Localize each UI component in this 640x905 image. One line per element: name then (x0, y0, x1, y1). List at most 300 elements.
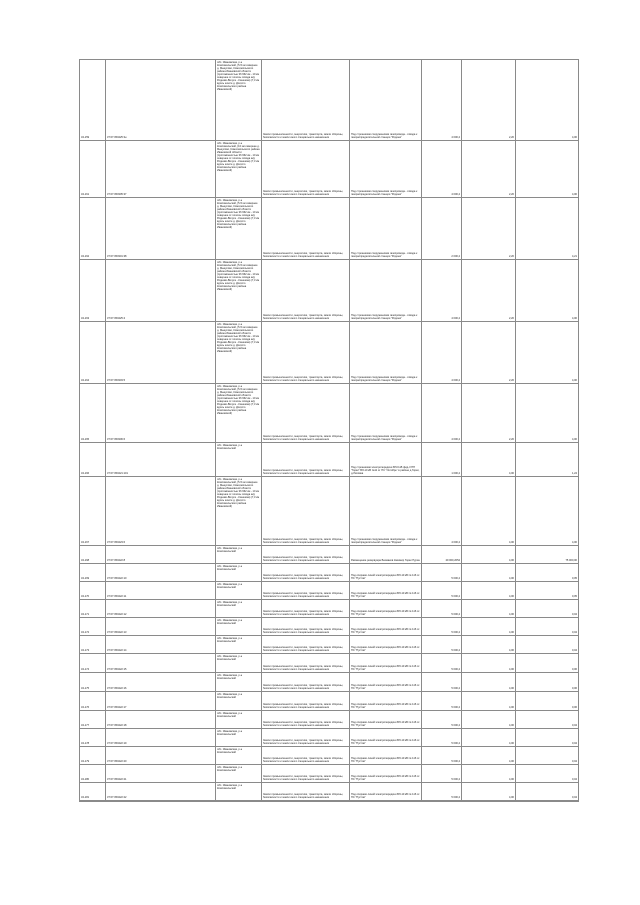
land-parcels-table (79, 59, 579, 802)
cell-area (422, 477, 462, 545)
table-row (80, 60, 578, 141)
cell-text: 4,00 (571, 317, 577, 321)
cell-area (422, 600, 462, 617)
cell-text: 34-179 (81, 760, 90, 764)
cell-text: Под опорами линий электропередачи ВЛ-10 кВ № 116 от ПС "Пустов" (351, 610, 420, 617)
cell-v2 (516, 729, 578, 746)
cell-text: 0,04 (571, 613, 577, 617)
cell-text: 4,00 (508, 649, 514, 653)
cell-text: 34-174 (81, 668, 90, 672)
cell-area (422, 692, 462, 710)
cell-id (80, 783, 106, 800)
table-row (80, 582, 578, 600)
cell-text: 1 000,4 (451, 472, 460, 476)
cell-text: Земли промышленности, энергетики, транспорта, земли обороны, безопасности и земли иного специального назначения (263, 610, 344, 617)
cell-text: 5 000,4 (451, 796, 460, 800)
cell-purpose (350, 322, 422, 383)
cell-purpose (350, 692, 422, 710)
cell-use (262, 783, 350, 800)
cell-addr (216, 783, 262, 800)
cell-text: 34-171 (81, 613, 90, 617)
cell-text: 5 000,4 (451, 724, 460, 728)
cell-area (422, 443, 462, 476)
cell-text: 5 000,4 (451, 778, 460, 782)
cell-text: обл. Ивановская, р-н Комсомольский, (5-5 км севернее д. Мыкусово, Комсомольского района Ивановской области (протяжённостью 36 962 км - 10 км севернее от полосы отвода ж/д Родники-Вичуга - Кинешма) (7,3 км вдоль шоссе д. Долгого Комсомольского района Ивановской) (217, 384, 260, 416)
cell-text: Земли промышленности, энергетики, транспорта, земли обороны, безопасности и земли иного специального назначения (263, 190, 344, 197)
cell-v2 (516, 636, 578, 653)
cell-text: 4 000,4 (451, 438, 460, 442)
cell-cad (106, 673, 216, 691)
cell-v1 (462, 636, 516, 653)
cell-text: 4,00 (508, 706, 514, 710)
table-row (80, 673, 578, 692)
cell-addr (216, 443, 262, 476)
cell-text: 4,00 (571, 438, 577, 442)
cell-text: Под строениями сооружениями газопровода - отвода к газораспределительной станции "Родина" (351, 538, 418, 545)
cell-text: 2,20 (508, 136, 514, 140)
cell-text: 5 000,4 (451, 668, 460, 672)
cell-text: 34-168 (81, 559, 90, 563)
cell-v2 (516, 582, 578, 599)
cell-text: Размещение резервуара Бахмаков Казимир Горки Пурин (351, 559, 420, 563)
cell-text: 4,00 (508, 595, 514, 599)
cell-v1 (462, 564, 516, 581)
cell-cad (106, 783, 216, 800)
cell-use (262, 673, 350, 691)
table-row (80, 692, 578, 711)
cell-area (422, 783, 462, 800)
cell-purpose (350, 618, 422, 635)
cell-area (422, 141, 462, 197)
cell-text: Земли промышленности, энергетики, транспорта, земли обороны, безопасности и земли иного специального назначения (263, 592, 344, 599)
cell-text: 2 000,4 (451, 255, 460, 259)
cell-text: обл. Ивановская, р-н Комсомольский (217, 564, 243, 571)
cell-area (422, 618, 462, 635)
table-row (80, 546, 578, 564)
cell-use (262, 636, 350, 653)
cell-text: обл. Ивановская, р-н Комсомольский, (10 км севернее д. Мыкусово, Комсомольского района Ивановской области (протяжённостью 36 962 км - 10 км севернее от полосы отвода ж/д Родники-Вичуга - Кинешма) (7,3 км вдоль шоссе д. Долгого Комсомольского района Ивановской) (217, 141, 260, 173)
cell-text: 4,00 (508, 613, 514, 617)
cell-area (422, 654, 462, 672)
cell-purpose (350, 600, 422, 617)
cell-text: 37:07:050422:16 (107, 687, 127, 691)
cell-v2 (516, 60, 578, 140)
cell-text: 0,06 (571, 706, 577, 710)
cell-text: Земли промышленности, энергетики, транспорта, земли обороны, безопасности и земли иного специального назначения (263, 684, 344, 691)
cell-v2 (516, 477, 578, 545)
table-row (80, 384, 578, 443)
cell-use (262, 692, 350, 710)
cell-text: обл. Ивановская, р-н Комсомольский, (5-5 км севернее д. Мыкусово, Комсомольского района Ивановской области (протяжённостью 36 962 км - 10 км севернее от полосы отвода ж/д Родники-Вичуга - Кинешма) (7,3 км вдоль шоссе д. Долгого Комсомольского района Ивановской) (217, 322, 260, 354)
cell-v2 (516, 673, 578, 691)
cell-addr (216, 654, 262, 672)
table-row (80, 198, 578, 260)
cell-text: 5 000,4 (451, 577, 460, 581)
cell-text: 0,06 (571, 668, 577, 672)
cell-text: обл. Ивановская, р-н Комсомольский, (5-5 км севернее д. Мыкусово, Комсомольского района Ивановской области (протяжённостью 36 962 км - 10 км севернее от полосы отвода ж/д Родники-Вичуга - Кинешма) (7,3 км вдоль шоссе д. Долгого Комсомольского района Ивановской) (217, 260, 260, 292)
cell-text: 4,00 (508, 472, 514, 476)
cell-cad (106, 711, 216, 728)
cell-text: 0,04 (571, 742, 577, 746)
cell-text: 4,00 (508, 631, 514, 635)
cell-text: 37:07:050423:6 (107, 541, 126, 545)
cell-cad (106, 477, 216, 545)
cell-v2 (516, 692, 578, 710)
cell-purpose (350, 198, 422, 259)
cell-text: Под опорами линий электропередачи ВЛ-10 кВ № 116 от ПС "Пустов" (351, 684, 420, 691)
cell-text: Земли промышленности, энергетики, транспорта, земли обороны, безопасности и земли иного специального назначения (263, 469, 344, 476)
cell-use (262, 618, 350, 635)
cell-use (262, 322, 350, 383)
cell-use (262, 729, 350, 746)
cell-use (262, 765, 350, 782)
cell-text: 4,00 (508, 559, 514, 563)
cell-v2 (516, 322, 578, 383)
cell-text: 37:07:050422:11 (107, 595, 127, 599)
cell-text: Земли промышленности, энергетики, транспорта, земли обороны, безопасности и земли иного специального назначения (263, 757, 344, 764)
table-row (80, 765, 578, 783)
cell-cad (106, 60, 216, 140)
cell-text: Под опорами линий электропередачи ВЛ-10 кВ № 116 от ПС "Пустов" (351, 793, 420, 800)
cell-text: обл. Ивановская, р-н Комсомольский (217, 692, 243, 699)
cell-text: Под строениями сооружениями газопровода - отвода к газораспределительной станции "Родина" (351, 314, 418, 321)
cell-text: обл. Ивановская, р-н Комсомольский (217, 443, 243, 450)
cell-purpose (350, 546, 422, 563)
cell-text: Под опорами линий электропередачи ВЛ-10 кВ № 116 от ПС "Пустов" (351, 739, 420, 746)
cell-id (80, 747, 106, 764)
cell-text: 37:07:050305:37 (107, 193, 127, 197)
cell-text: 34-167 (81, 541, 90, 545)
cell-text: 4,00 (508, 668, 514, 672)
cell-id (80, 198, 106, 259)
cell-text: 4,00 (508, 577, 514, 581)
cell-text: обл. Ивановская, р-н Комсомольский (217, 765, 243, 772)
cell-v1 (462, 384, 516, 442)
cell-addr (216, 600, 262, 617)
cell-area (422, 711, 462, 728)
cell-purpose (350, 636, 422, 653)
cell-text: 2,20 (508, 438, 514, 442)
cell-text: Под опорами линий электропередачи ВЛ-10 кВ № 116 от ПС "Пустов" (351, 775, 420, 782)
cell-text: 5 000,4 (451, 687, 460, 691)
cell-cad (106, 692, 216, 710)
cell-use (262, 477, 350, 545)
cell-text: 4 000,4 (451, 379, 460, 383)
cell-id (80, 654, 106, 672)
cell-text: Под строениями сооружениями газопровода - отвода к газораспределительной станции "Родина" (351, 376, 418, 383)
cell-text: Под строениями сооружениями газопровода - отвода к газораспределительной станции "Родина" (351, 435, 418, 442)
cell-text: 4 000,4 (451, 193, 460, 197)
cell-text: 34-166 (81, 472, 90, 476)
cell-v1 (462, 747, 516, 764)
cell-text: Земли промышленности, энергетики, транспорта, земли обороны, безопасности и земли иного специального назначения (263, 538, 344, 545)
cell-text: 5 000,4 (451, 613, 460, 617)
cell-cad (106, 582, 216, 599)
cell-text: 37:07:050301:38 (107, 255, 127, 259)
cell-text: 34-159 (81, 136, 90, 140)
cell-text: 0,04 (571, 796, 577, 800)
cell-text: 4 000,4 (451, 136, 460, 140)
cell-use (262, 711, 350, 728)
cell-v1 (462, 260, 516, 321)
cell-cad (106, 198, 216, 259)
cell-text: 2,20 (508, 255, 514, 259)
cell-text: 0,05 (571, 595, 577, 599)
table-row (80, 747, 578, 765)
cell-cad (106, 322, 216, 383)
cell-v2 (516, 711, 578, 728)
cell-addr (216, 636, 262, 653)
table-row (80, 654, 578, 673)
cell-id (80, 618, 106, 635)
cell-text: 4,21 (571, 255, 577, 259)
cell-text: 34-163 (81, 317, 90, 321)
cell-area (422, 564, 462, 581)
cell-use (262, 260, 350, 321)
cell-text: Под опорами линий электропередачи ВЛ-10 кВ № 116 от ПС "Пустов" (351, 574, 420, 581)
cell-area (422, 322, 462, 383)
cell-v1 (462, 692, 516, 710)
cell-text: 4,00 (508, 742, 514, 746)
cell-text: 34-169 (81, 577, 90, 581)
cell-v2 (516, 141, 578, 197)
cell-text: Земли промышленности, энергетики, транспорта, земли обороны, безопасности и земли иного специального назначения (263, 646, 344, 653)
cell-text: Земли промышленности, энергетики, транспорта, земли обороны, безопасности и земли иного специального назначения (263, 376, 344, 383)
cell-id (80, 141, 106, 197)
cell-v1 (462, 729, 516, 746)
cell-purpose (350, 260, 422, 321)
cell-addr (216, 729, 262, 746)
cell-cad (106, 546, 216, 563)
cell-id (80, 443, 106, 476)
cell-text: 37:07:050422:21 (107, 778, 127, 782)
cell-purpose (350, 783, 422, 800)
cell-cad (106, 141, 216, 197)
cell-text: 34-181 (81, 796, 90, 800)
cell-id (80, 546, 106, 563)
cell-text: 37:07:050422:13 (107, 631, 127, 635)
cell-cad (106, 747, 216, 764)
cell-purpose (350, 60, 422, 140)
cell-addr (216, 765, 262, 782)
cell-text: 2,20 (508, 193, 514, 197)
cell-area (422, 765, 462, 782)
cell-use (262, 60, 350, 140)
cell-text: 2,20 (508, 317, 514, 321)
cell-text: 5 000,4 (451, 595, 460, 599)
cell-addr (216, 711, 262, 728)
cell-text: 0,04 (571, 760, 577, 764)
cell-text: Под опорами линий электропередачи ВЛ-10 кВ № 116 от ПС "Пустов" (351, 592, 420, 599)
cell-v1 (462, 600, 516, 617)
cell-text: 37:07:050422:22 (107, 796, 127, 800)
cell-v1 (462, 654, 516, 672)
cell-use (262, 564, 350, 581)
cell-area (422, 673, 462, 691)
cell-text: Под строениями сооружениями газопровода - отвода к газораспределительной станции "Родина" (351, 252, 418, 259)
cell-id (80, 564, 106, 581)
cell-text: 34-164 (81, 379, 90, 383)
cell-v1 (462, 582, 516, 599)
cell-text: 37:07:050422:20 (107, 760, 127, 764)
cell-text: Под опорами линий электропередачи ВЛ-10 кВ № 116 от ПС "Пустов" (351, 628, 420, 635)
cell-text: 37:07:050422:10 (107, 577, 127, 581)
cell-purpose (350, 564, 422, 581)
table-row (80, 564, 578, 582)
table-row (80, 443, 578, 477)
cell-purpose (350, 673, 422, 691)
cell-purpose (350, 747, 422, 764)
cell-text: 1,24 (571, 472, 577, 476)
cell-text: 34-177 (81, 724, 90, 728)
cell-purpose (350, 765, 422, 782)
cell-text: обл. Ивановская, р-н Комсомольский (217, 636, 243, 643)
cell-text: 37:07:050303:5 (107, 379, 126, 383)
cell-text: 5 000,4 (451, 631, 460, 635)
cell-text: 34-170 (81, 595, 90, 599)
cell-id (80, 765, 106, 782)
cell-text: 37:07:050422:18 (107, 724, 127, 728)
cell-text: 34-172 (81, 631, 90, 635)
cell-text: 37:07:050421:101 (107, 472, 128, 476)
cell-text: 5 000,4 (451, 760, 460, 764)
cell-v1 (462, 765, 516, 782)
cell-cad (106, 654, 216, 672)
cell-use (262, 654, 350, 672)
cell-text: 34-176 (81, 706, 90, 710)
cell-text: Под строениями электропередачи ВЛ-6 кВ фид-3 ПП "Горки" ВЛ-10 кВ №11 от ПС "Октябрь" в районе д.Горки, д.Липовка (351, 466, 420, 476)
cell-v2 (516, 783, 578, 800)
cell-text: Под опорами линий электропередачи ВЛ-10 кВ № 116 от ПС "Пустов" (351, 703, 420, 710)
table-row (80, 636, 578, 654)
cell-v1 (462, 198, 516, 259)
cell-v1 (462, 60, 516, 140)
cell-text: обл. Ивановская, р-н Комсомольский (217, 711, 243, 718)
cell-text: 37:07:050422:12 (107, 613, 127, 617)
cell-use (262, 141, 350, 197)
cell-v2 (516, 443, 578, 476)
cell-text: 4,00 (571, 193, 577, 197)
cell-addr (216, 60, 262, 140)
cell-cad (106, 564, 216, 581)
cell-text: 37:07:050425:4 (107, 317, 126, 321)
cell-text: 4,00 (508, 724, 514, 728)
cell-text: обл. Ивановская, р-н Комсомольский (217, 673, 243, 680)
cell-use (262, 384, 350, 442)
cell-text: Земли промышленности, энергетики, транспорта, земли обороны, безопасности и земли иного специального назначения (263, 739, 344, 746)
cell-text: 37:07:050306:6 (107, 438, 126, 442)
cell-v1 (462, 546, 516, 563)
cell-text: 0,05 (571, 577, 577, 581)
cell-cad (106, 636, 216, 653)
cell-v2 (516, 564, 578, 581)
cell-addr (216, 198, 262, 259)
cell-use (262, 747, 350, 764)
cell-text: 34-178 (81, 742, 90, 746)
table-row (80, 600, 578, 618)
cell-id (80, 384, 106, 442)
cell-v2 (516, 600, 578, 617)
table-row (80, 260, 578, 322)
cell-text: 0,04 (571, 724, 577, 728)
cell-id (80, 636, 106, 653)
cell-id (80, 673, 106, 691)
cell-text: 34-180 (81, 778, 90, 782)
cell-text: Под опорами линий электропередачи ВЛ-10 кВ № 116 от ПС "Пустов" (351, 646, 420, 653)
cell-addr (216, 141, 262, 197)
cell-text: 4,00 (508, 541, 514, 545)
cell-text: 37:07:050425:3н (107, 136, 127, 140)
cell-cad (106, 618, 216, 635)
cell-text: Земли промышленности, энергетики, транспорта, земли обороны, безопасности и земли иного специального назначения (263, 133, 344, 140)
cell-text: обл. Ивановская, р-н Комсомольский, (5-5 км севернее д. Мыкусово, Комсомольского района Ивановской области (протяжённостью 36 962 км - 10 км севернее от полосы отвода ж/д Родники-Вичуга - Кинешма) (7,3 км вдоль шоссе д. Долгого Комсомольского района Ивановской) (217, 198, 260, 230)
cell-text: Под опорами линий электропередачи ВЛ-10 кВ № 116 от ПС "Пустов" (351, 665, 420, 672)
cell-cad (106, 443, 216, 476)
cell-text: 37:07:050422:8 (107, 559, 126, 563)
cell-addr (216, 673, 262, 691)
cell-v2 (516, 546, 578, 563)
cell-area (422, 384, 462, 442)
table-row (80, 618, 578, 636)
cell-text: Земли промышленности, энергетики, транспорта, земли обороны, безопасности и земли иного специального назначения (263, 252, 344, 259)
cell-purpose (350, 654, 422, 672)
table-row (80, 322, 578, 384)
cell-cad (106, 729, 216, 746)
cell-text: 4 000,4 (451, 541, 460, 545)
cell-text: Под опорами линий электропередачи ВЛ-10 кВ № 116 от ПС "Пустов" (351, 721, 420, 728)
cell-addr (216, 260, 262, 321)
cell-v2 (516, 765, 578, 782)
cell-purpose (350, 384, 422, 442)
cell-text: 4,00 (508, 778, 514, 782)
cell-addr (216, 477, 262, 545)
cell-area (422, 729, 462, 746)
cell-text: 0,04 (571, 778, 577, 782)
cell-text: 75 000,00 (565, 559, 577, 563)
table-row (80, 141, 578, 198)
cell-text: 5 000,4 (451, 706, 460, 710)
cell-addr (216, 322, 262, 383)
cell-text: 5 000,4 (451, 649, 460, 653)
cell-text: 2,20 (508, 379, 514, 383)
cell-v2 (516, 260, 578, 321)
cell-addr (216, 582, 262, 599)
cell-text: 29 000,2054 (445, 559, 460, 563)
cell-text: Земли промышленности, энергетики, транспорта, земли обороны, безопасности и земли иного специального назначения (263, 721, 344, 728)
cell-use (262, 582, 350, 599)
cell-text: 4,00 (571, 136, 577, 140)
cell-text: обл. Ивановская, р-н Комсомольский (217, 618, 243, 625)
cell-text: обл. Ивановская, р-н Комсомольский (217, 729, 243, 736)
cell-cad (106, 600, 216, 617)
cell-text: 4,00 (508, 760, 514, 764)
cell-text: 34-173 (81, 649, 90, 653)
cell-text: 37:07:050422:15 (107, 668, 127, 672)
cell-text: обл. Ивановская, р-н Комсомольский (217, 546, 243, 553)
cell-v1 (462, 477, 516, 545)
cell-v1 (462, 783, 516, 800)
cell-text: 37:07:050422:17 (107, 706, 127, 710)
cell-text: 34-165 (81, 438, 90, 442)
cell-purpose (350, 141, 422, 197)
cell-purpose (350, 582, 422, 599)
cell-text: 4,00 (571, 541, 577, 545)
cell-text: 5 000,4 (451, 742, 460, 746)
cell-id (80, 729, 106, 746)
cell-v1 (462, 673, 516, 691)
cell-use (262, 198, 350, 259)
cell-purpose (350, 477, 422, 545)
